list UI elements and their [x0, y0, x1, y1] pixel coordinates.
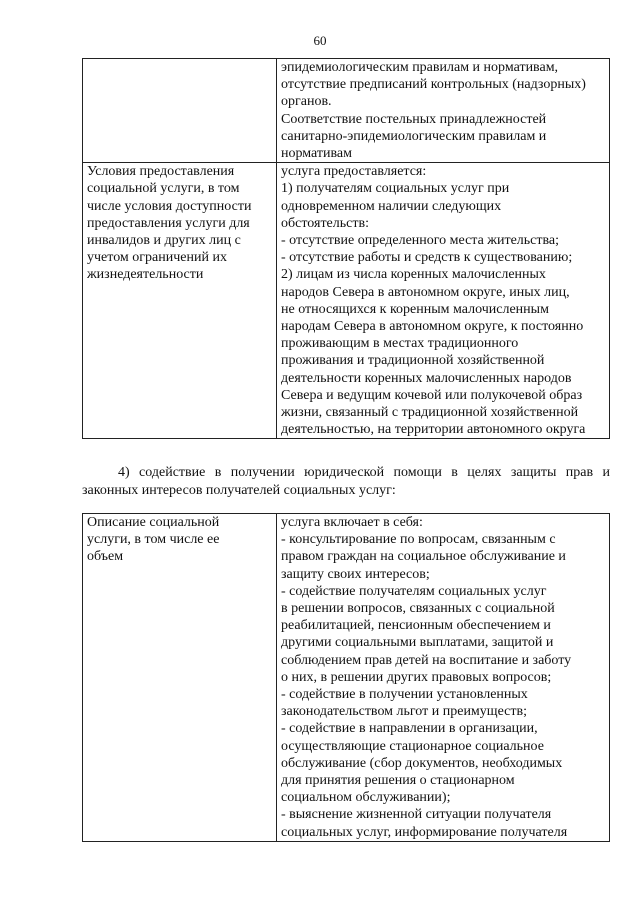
text-line: социальных услуг, информирование получателя: [281, 824, 568, 840]
table-cell-description-text: [277, 514, 610, 842]
text-line: жизни, связанный с традиционной хозяйственной: [281, 405, 579, 421]
table-cell-requirements: [277, 59, 610, 163]
cell-text: [281, 163, 606, 438]
table-row: [83, 514, 610, 842]
text-line: Севера и ведущим кочевой или полукочевой образ: [281, 387, 583, 403]
text-line: - отсутствие определенного места жительства;: [281, 233, 560, 249]
text-line: в решении вопросов, связанных с социальной: [281, 601, 555, 617]
text-line: услуга включает в себя:: [281, 515, 423, 530]
text-line: 2) лицам из числа коренных малочисленных: [281, 267, 546, 283]
table-cell-empty: [83, 59, 277, 163]
text-line: - содействие получателям социальных услуг: [281, 583, 547, 599]
text-line: для принятия решения о стационарном: [281, 773, 515, 789]
text-line: обстоятельств:: [281, 215, 369, 231]
text-line: нормативам: [281, 146, 353, 162]
text-line: соблюдением прав детей на воспитание и заботу: [281, 652, 572, 668]
services-table-continued: [82, 58, 610, 439]
text-line: не относящихся к коренным малочисленным: [281, 301, 549, 317]
text-line: - содействие в получении установленных: [281, 687, 528, 703]
text-line: социальном обслуживании);: [281, 790, 451, 806]
text-line: одновременном наличии следующих: [281, 198, 502, 214]
text-line: реабилитацией, пенсионным обеспечением и: [281, 618, 551, 634]
table-cell-description-label: [83, 514, 277, 842]
text-line: народов Севера в автономном округе, иных лиц,: [281, 284, 570, 300]
cell-text: [281, 59, 606, 162]
text-line: проживания и традиционной хозяйственной: [281, 353, 545, 369]
text-line: - отсутствие работы и средств к существованию;: [281, 250, 573, 266]
text-line: инвалидов и других лиц с: [87, 233, 241, 249]
text-line: - содействие в направлении в организации,: [281, 721, 538, 737]
table-row: [83, 59, 610, 163]
text-line: Описание социальной: [87, 515, 220, 530]
paragraph-line: законных интересов получателей социальных услуг:: [82, 482, 396, 498]
legal-help-table: [82, 513, 610, 842]
section-heading-paragraph: [82, 464, 610, 499]
text-line: эпидемиологическим правилам и нормативам,: [281, 60, 559, 75]
cell-text: [87, 163, 273, 283]
text-line: проживающим в местах традиционного: [281, 336, 519, 352]
text-line: деятельностью, на территории автономного округа: [281, 422, 586, 438]
table-cell-conditions-label: [83, 163, 277, 439]
text-line: отсутствие предписаний контрольных (надзорных): [281, 77, 586, 93]
table-row: [83, 163, 610, 439]
text-line: законодательством льгот и преимуществ;: [281, 704, 527, 720]
text-line: другими социальными выплатами, защитой и: [281, 635, 554, 651]
text-line: Условия предоставления: [87, 164, 235, 180]
text-line: Соответствие постельных принадлежностей: [281, 111, 547, 127]
text-line: услуги, в том числе ее: [87, 532, 220, 548]
text-line: социальной услуги, в том: [87, 181, 240, 197]
text-line: предоставления услуги для: [87, 215, 250, 231]
cell-text: [281, 514, 606, 841]
text-line: правом граждан на социальное обслуживание и: [281, 549, 566, 565]
text-line: - консультирование по вопросам, связанным с: [281, 532, 556, 548]
text-line: объем: [87, 549, 124, 565]
table-cell-conditions-text: [277, 163, 610, 439]
text-line: органов.: [281, 94, 332, 110]
text-line: числе условия доступности: [87, 198, 252, 214]
text-line: деятельности коренных малочисленных народов: [281, 370, 572, 386]
text-line: - выяснение жизненной ситуации получателя: [281, 807, 552, 823]
text-line: 1) получателям социальных услуг при: [281, 181, 510, 197]
text-line: учетом ограничений их: [87, 250, 227, 266]
page-number: 60: [313, 33, 327, 48]
text-line: жизнедеятельности: [87, 267, 204, 283]
text-line: осуществляющие стационарное социальное: [281, 738, 544, 754]
text-line: защиту своих интересов;: [281, 566, 430, 582]
text-line: санитарно-эпидемиологическим правилам и: [281, 128, 547, 144]
text-line: о них, в решении других правовых вопросов;: [281, 669, 552, 685]
text-line: услуга предоставляется:: [281, 164, 427, 180]
text-line: народам Севера в автономном округе, к постоянно: [281, 319, 584, 335]
text-line: обслуживание (сбор документов, необходимых: [281, 755, 563, 771]
cell-text: [87, 514, 273, 566]
paragraph-line: 4) содействие в получении юридической помощи в целях защиты прав и: [118, 465, 610, 480]
